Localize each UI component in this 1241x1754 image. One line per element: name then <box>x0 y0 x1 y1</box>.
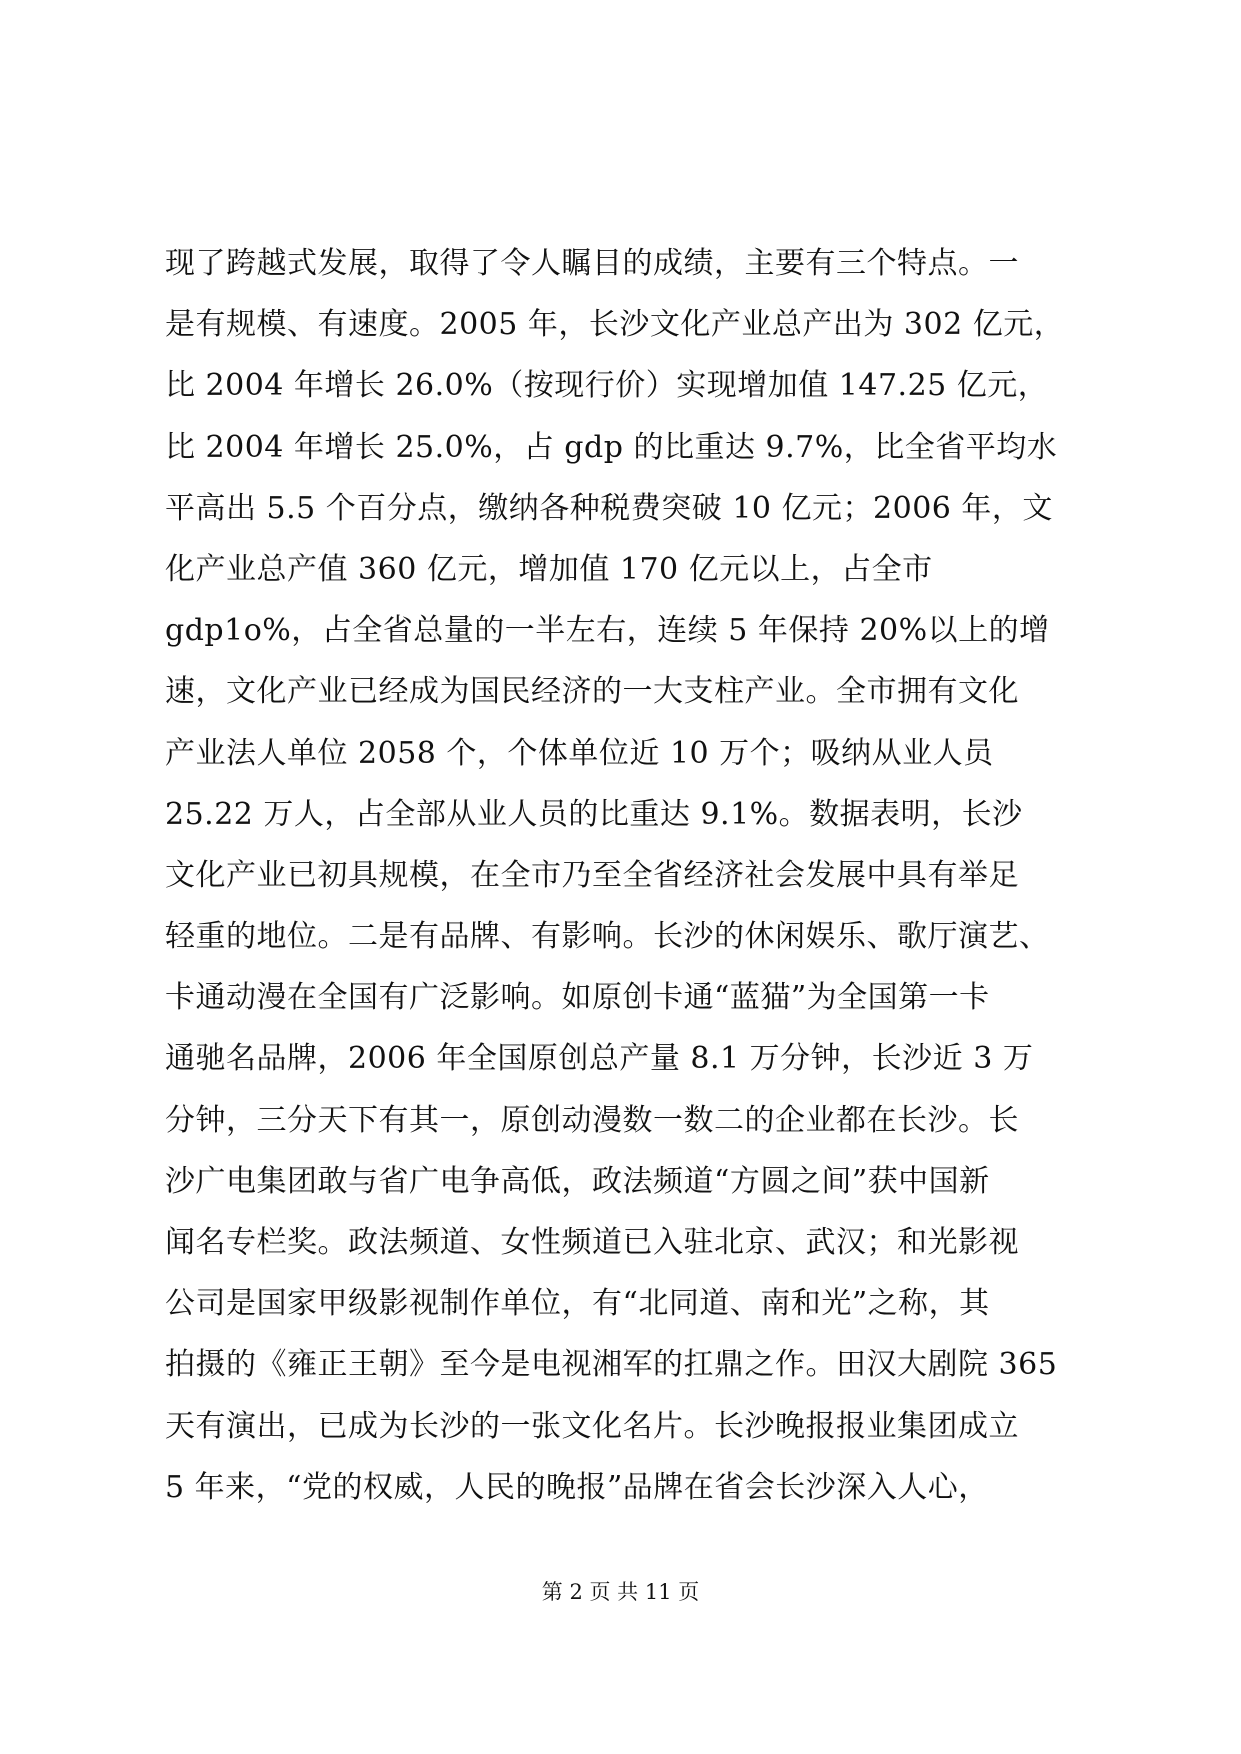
body-text <box>165 233 1085 1518</box>
text-line: 卡通动漫在全国有广泛影响。如原创卡通“蓝猫”为全国第一卡 <box>165 980 990 1016</box>
text-line: 比 2004 年增长 25.0%，占 gdp 的比重达 9.7%，比全省平均水 <box>165 429 1058 465</box>
text-line: 分钟，三分天下有其一，原创动漫数一数二的企业都在长沙。长 <box>165 1102 1019 1138</box>
text-line: gdp1o%，占全省总量的一半左右，连续 5 年保持 20%以上的增 <box>165 613 1050 649</box>
text-line: 拍摄的《雍正王朝》至今是电视湘军的扛鼎之作。田汉大剧院 365 <box>165 1347 1058 1383</box>
text-line: 天有演出，已成为长沙的一张文化名片。长沙晚报报业集团成立 <box>165 1408 1019 1444</box>
text-line: 轻重的地位。二是有品牌、有影响。长沙的休闲娱乐、歌厅演艺、 <box>165 919 1050 955</box>
text-line: 公司是国家甲级影视制作单位，有“北同道、南和光”之称，其 <box>165 1286 990 1322</box>
text-line: 25.22 万人，占全部从业人员的比重达 9.1%。数据表明，长沙 <box>165 796 1023 832</box>
text-line: 产业法人单位 2058 个，个体单位近 10 万个；吸纳从业人员 <box>165 735 994 771</box>
text-line: 现了跨越式发展，取得了令人瞩目的成绩，主要有三个特点。一 <box>165 246 1019 281</box>
text-line: 通驰名品牌，2006 年全国原创总产量 8.1 万分钟，长沙近 3 万 <box>165 1041 1034 1077</box>
text-line: 沙广电集团敢与省广电争高低，政法频道“方圆之间”获中国新 <box>165 1163 990 1199</box>
text-line: 比 2004 年增长 26.0%（按现行价）实现增加值 147.25 亿元， <box>165 368 1049 404</box>
text-line: 是有规模、有速度。2005 年，长沙文化产业总产出为 302 亿元， <box>165 307 1065 343</box>
text-line: 5 年来，“党的权威，人民的晚报”品牌在省会长沙深入人心， <box>165 1469 989 1505</box>
text-line: 化产业总产值 360 亿元，增加值 170 亿元以上，占全市 <box>165 551 933 587</box>
text-line: 文化产业已初具规模，在全市乃至全省经济社会发展中具有举足 <box>165 857 1019 893</box>
page-number-footer: 第 2 页 共 11 页 <box>541 1580 700 1604</box>
text-line: 平高出 5.5 个百分点，缴纳各种税费突破 10 亿元；2006 年，文 <box>165 490 1053 526</box>
text-line: 闻名专栏奖。政法频道、女性频道已入驻北京、武汉；和光影视 <box>165 1225 1019 1260</box>
text-line: 速，文化产业已经成为国民经济的一大支柱产业。全市拥有文化 <box>165 674 1019 710</box>
